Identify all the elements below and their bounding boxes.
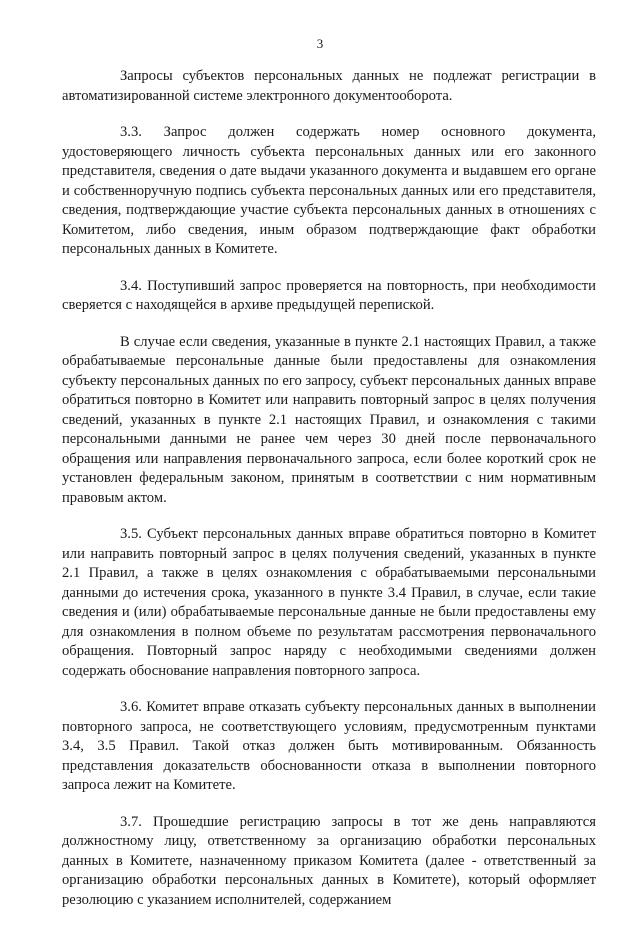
document-body: [62, 67, 596, 927]
paragraph-3-4: 3.4. Поступивший запрос проверяется на повторность, при необходимости сверяется с находящейся в архиве предыдущей перепиской.: [62, 277, 596, 313]
paragraph-3-6: 3.6. Комитет вправе отказать субъекту персональных данных в выполнении повторного запроса, не соответствующего условиям, предусмотренным пунктами 3.4, 3.5 Правил. Такой отказ должен быть мотивированным. Обязанность представления доказательств обоснованности отказа в выполнении повторного запроса лежит на Комитете.: [62, 699, 596, 793]
paragraph-registration-note: Запросы субъектов персональных данных не подлежат регистрации в автоматизированной системе электронного документооборота.: [62, 68, 596, 104]
page-number: 3: [316, 36, 324, 51]
paragraph-3-5: 3.5. Субъект персональных данных вправе обратиться повторно в Комитет или направить повторный запрос в целях получения сведений, указанных в пункте 2.1 Правил, а также в целях ознакомления с обрабатываемыми персональными данными до истечения срока, указанного в пункте 3.4 Правил, в случае, если такие сведения и (или) обрабатываемые персональные данные не были предоставлены ему для ознакомления в полном объеме по результатам рассмотрения первоначального обращения. Повторный запрос наряду с необходимыми сведениями должен содержать обоснование направления повторного запроса.: [62, 526, 596, 679]
paragraph-3-3: 3.3. Запрос должен содержать номер основного документа, удостоверяющего личность субъекта персональных данных или его законного представителя, сведения о дате выдачи указанного документа и выдавшем его органе и собственноручную подпись субъекта персональных данных или его представителя, сведения, подтверждающие участие субъекта персональных данных в отношениях с Комитетом, либо сведения, иным образом подтверждающие факт обработки персональных данных в Комитете.: [62, 124, 596, 257]
paragraph-3-7: 3.7. Прошедшие регистрацию запросы в тот же день направляются должностному лицу, ответственному за организацию обработки персональных данных в Комитете, назначенному приказом Комитета (далее - ответственный за организацию обработки персональных данных в Комитете), который оформляет резолюцию с указанием исполнителей, содержанием: [62, 813, 596, 908]
paragraph-repeat-request: В случае если сведения, указанные в пункте 2.1 настоящих Правил, а также обрабатываемые персональные данные были предоставлены для ознакомления субъекту персональных данных по его запросу, субъект персональных данных вправе обратиться повторно в Комитет или направить повторный запрос в целях получения сведений, указанных в пункте 2.1 настоящих Правил, и ознакомления с такими персональными данными не ранее чем через 30 дней после первоначального обращения или направления первоначального запроса, если более короткий срок не установлен федеральным законом, принятым в соответствии с ним нормативным правовым актом.: [62, 333, 596, 506]
